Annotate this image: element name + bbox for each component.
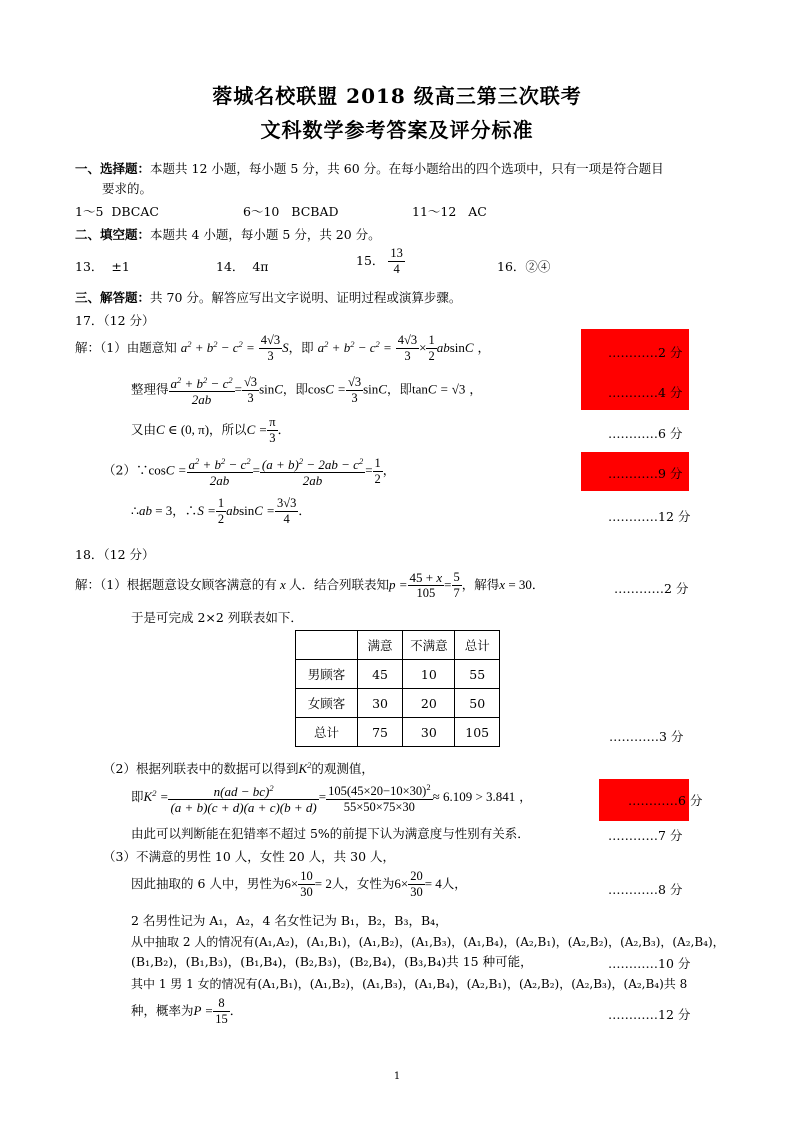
- formula: S: [282, 340, 289, 355]
- fraction: $\frac{5}{7}$: [453, 570, 460, 600]
- fraction: $\frac{√3}{3}$: [243, 374, 258, 405]
- text: 解：（1）根据题意设女顾客满意的有: [75, 577, 277, 592]
- section2-heading: 二、填空题：: [75, 227, 151, 242]
- formula: sinC: [363, 381, 387, 397]
- fraction: $\frac{a^2 + b^2 - c^2}{2ab}$: [170, 375, 233, 407]
- table-cell: 30: [357, 689, 402, 718]
- fill-answer: 4π: [252, 259, 269, 274]
- table-header-cell: 总计: [455, 631, 500, 660]
- q17-score-12: …………12 分: [608, 509, 691, 524]
- fraction: [388, 246, 405, 277]
- table-row: [296, 660, 500, 689]
- table-cell: 45: [357, 660, 402, 689]
- fraction: $\frac{√3}{3}$: [347, 374, 362, 405]
- fill-answer: ②④: [525, 259, 551, 274]
- fraction: $\frac{3√3}{4}$: [276, 496, 297, 526]
- section1-desc2: 要求的。: [102, 181, 153, 196]
- text: 人．结合列联表知: [289, 577, 390, 592]
- text: 即: [131, 789, 144, 804]
- table-row: [296, 689, 500, 718]
- q18-p5: 由此可以判断能在犯错率不超过 5%的前提下认为满意度与性别有关系．: [131, 826, 530, 841]
- q17-step3: 又由C ∈ (0, π)，所以C = $\frac{\pi}{3}$ ．: [131, 415, 291, 445]
- q18-score-8: …………8 分: [608, 882, 683, 897]
- table-header-cell: 满意: [357, 631, 402, 660]
- q18-score-12: …………12 分: [608, 1007, 691, 1022]
- formula: ab = 3: [138, 503, 173, 518]
- table-cell: 105: [455, 718, 500, 747]
- text: 人，: [441, 876, 467, 891]
- formula: = 4: [424, 876, 442, 891]
- formula: $a^2 + b^2 - c^2$ =: [317, 339, 392, 355]
- mc-range: 1～5: [75, 204, 104, 219]
- q17-score-4: …………4 分: [608, 385, 683, 400]
- fraction: $\frac{8}{15}$: [215, 996, 228, 1026]
- fill-answer-14: [216, 259, 269, 275]
- formula: absinC: [436, 340, 474, 355]
- text: 人，女性为: [331, 876, 395, 891]
- fill-no: 13．: [75, 259, 104, 274]
- formula: $K^2$ =: [143, 788, 169, 804]
- table-cell: 男顾客: [296, 660, 358, 689]
- formula: x: [276, 577, 289, 592]
- table-cell: 75: [357, 718, 402, 747]
- formula: ×: [419, 340, 427, 355]
- fraction: $\frac{a^2 + b^2 - c^2}{2ab}$: [188, 456, 251, 488]
- q18-p8: 2 名男性记为 A₁，A₂，4 名女性记为 B₁，B₂，B₃，B₄，: [131, 913, 448, 928]
- formula: C =: [246, 422, 268, 437]
- text: ，即: [386, 381, 412, 397]
- q17-step1: 解：（1）由题意知 $a^2 + b^2 - c^2$ = $\frac{4√3}{3}$ S，即 $a^2 + b^2 - c^2$ = $\frac{4√3}{3}$ × $\frac{1}{2}$ absinC ，: [75, 333, 491, 363]
- q17-header: 17．（12 分）: [75, 313, 155, 328]
- formula: p =: [389, 577, 408, 592]
- fraction: $\frac{n(ad - bc)^2}{(a + b)(c + d)(a + c)(b + d)}$: [170, 782, 317, 815]
- mc-answers-3: [412, 204, 487, 220]
- text: ∴: [131, 503, 139, 518]
- formula: ≈ 6.109 > 3.841: [432, 789, 516, 804]
- fraction: $\frac{1}{2}$: [428, 333, 435, 363]
- section2-line: [75, 227, 381, 243]
- q17-step2: 整理得 $\frac{a^2 + b^2 - c^2}{2ab}$ = $\frac{√3}{3}$ sinC，即cosC = $\frac{√3}{3}$ sinC，即tanC = √3 ，: [131, 374, 482, 407]
- fill-no: 14．: [216, 259, 245, 274]
- text: 整理得: [131, 381, 169, 397]
- formula: P =: [193, 1003, 214, 1018]
- fraction: $\frac{105(45\times 20-10\times 30)^2}{55\times 50\times 75\times 30}$: [328, 782, 431, 814]
- q17-step4: （2）∵cosC = $\frac{a^2 + b^2 - c^2}{2ab}$ = $\frac{(a + b)^2 - 2ab - c^2}{2ab}$ = $\frac{1}{2}$ ，: [103, 455, 396, 488]
- q18-p6: （3）不满意的男性 10 人，女性 20 人，共 30 人，: [103, 849, 396, 864]
- table-cell: 50: [455, 689, 500, 718]
- fill-answer-13: [75, 259, 130, 275]
- text: （2）∵: [103, 462, 149, 478]
- q17-score-2: …………2 分: [608, 345, 683, 360]
- fraction: $\frac{\pi}{3}$: [269, 415, 276, 445]
- fraction: $\frac{20}{30}$: [410, 869, 423, 899]
- q18-p1: 解：（1）根据题意设女顾客满意的有 x 人．结合列联表知p = $\frac{45 + x}{105}$ = $\frac{5}{7}$ ，解得x = 30．: [75, 570, 545, 600]
- page-number: 1: [393, 1071, 401, 1082]
- text: 因此抽取的 6 人中，男性为: [131, 876, 285, 891]
- table-header-cell: [296, 631, 358, 660]
- text: ，即: [282, 381, 308, 397]
- table-cell: 55: [455, 660, 500, 689]
- table-cell: 20: [403, 689, 455, 718]
- fill-answer-16: [497, 259, 550, 275]
- q18-p3: [103, 757, 374, 777]
- formula: $a^2 + b^2 - c^2$ =: [180, 339, 255, 355]
- frac-num: 13: [390, 246, 403, 260]
- q18-p4: 即$K^2$ = $\frac{n(ad - bc)^2}{(a + b)(c + d)(a + c)(b + d)}$ = $\frac{105(45\times 20-10\times 30)^2}{55\times 50\times 75\times 30}$ ≈ 6.109 > 3.841 ，: [131, 782, 532, 815]
- fraction: $\frac{4√3}{3}$: [260, 333, 281, 363]
- mc-range: 6～10: [243, 204, 280, 219]
- section3-line: [75, 290, 461, 306]
- mc-range: 11～12: [412, 204, 457, 219]
- text: 又由: [131, 422, 157, 437]
- formula: x = 30: [499, 577, 532, 592]
- table-cell: 30: [403, 718, 455, 747]
- fill-answer: ±1: [111, 259, 130, 274]
- mc-answers-1: [75, 204, 159, 220]
- doc-title-line2: 文科数学参考答案及评分标准: [260, 118, 534, 142]
- fill-no: 16．: [497, 259, 526, 274]
- mc-answer: BCBAD: [291, 204, 339, 219]
- formula: absinC =: [226, 503, 275, 518]
- formula: cosC =: [148, 462, 187, 478]
- formula: S =: [197, 503, 216, 518]
- section3-heading: 三、解答题：: [75, 290, 151, 305]
- text: （2）根据列联表中的数据可以得到: [103, 761, 299, 776]
- section1-desc1: 本题共 12 小题，每小题 5 分，共 60 分。在每小题给出的四个选项中，只有一项是符合题目: [150, 161, 664, 176]
- contingency-table: [295, 630, 500, 747]
- frac-den: 4: [393, 262, 400, 276]
- fraction: $\frac{45 + x}{105}$: [409, 570, 443, 600]
- text: 种，概率为: [131, 1003, 194, 1018]
- q18-score-2: …………2 分: [614, 581, 689, 596]
- table-header-cell: 不满意: [403, 631, 455, 660]
- q18-p11: 其中 1 男 1 女的情况有(A₁,B₁)，(A₁,B₂)，(A₁,B₃)，(A₁,B₄)，(A₂,B₁)，(A₂,B₂)，(A₂,B₃)，(A₂,B₄)共 8: [131, 977, 688, 991]
- formula: cosC =: [307, 381, 346, 397]
- formula: sinC: [259, 381, 283, 397]
- q17-score-9: …………9 分: [608, 466, 683, 481]
- q18-score-6: …………6 分: [628, 793, 703, 808]
- section1-heading: 一、选择题：: [75, 161, 151, 176]
- mc-answer: AC: [468, 204, 487, 219]
- doc-title-line1: 蓉城名校联盟 2018 级高三第三次联考: [212, 84, 582, 108]
- text: ，∴: [172, 503, 198, 518]
- fraction: $\frac{10}{30}$: [300, 869, 313, 899]
- section1-line1: [75, 161, 664, 177]
- q18-score-7: …………7 分: [608, 828, 683, 843]
- formula: = 2: [314, 876, 332, 891]
- text: ，所以: [209, 422, 247, 437]
- q17-step5: ∴ab = 3，∴S = $\frac{1}{2}$ absinC = $\frac{3√3}{4}$ ．: [131, 496, 311, 526]
- text: 的观测值，: [311, 761, 374, 776]
- section3-desc: 共 70 分。解答应写出文字说明、证明过程或演算步骤。: [150, 290, 462, 305]
- q18-p12: 种，概率为P = $\frac{8}{15}$ ．: [131, 996, 243, 1026]
- table-cell: 总计: [296, 718, 358, 747]
- table-header-row: [296, 631, 500, 660]
- text: ，即: [288, 340, 314, 355]
- q18-p10: (B₁,B₂)，(B₁,B₃)，(B₁,B₄)，(B₂,B₃)，(B₂,B₄)，(B₃,B₄)共 15 种可能，: [131, 954, 533, 969]
- q18-p2: 于是可完成 2×2 列联表如下．: [131, 610, 303, 625]
- fraction: $\frac{4√3}{3}$: [397, 333, 418, 363]
- q18-p9: 从中抽取 2 人的情况有(A₁,A₂)，(A₁,B₁)，(A₁,B₂)，(A₁,B₃)，(A₁,B₄)，(A₂,B₁)，(A₂,B₂)，(A₂,B₃)，(A₂,B₄)，: [131, 935, 725, 949]
- formula: 6×: [284, 876, 299, 891]
- q18-score-10: …………10 分: [608, 956, 691, 971]
- formula: tanC = √3: [411, 381, 466, 397]
- section2-desc: 本题共 4 小题，每小题 5 分，共 20 分。: [150, 227, 381, 242]
- formula: $K^2$: [298, 760, 312, 776]
- mc-answers-2: [243, 204, 339, 220]
- table-cell: 10: [403, 660, 455, 689]
- table-row: [296, 718, 500, 747]
- q18-score-3: …………3 分: [609, 729, 684, 744]
- mc-answer: DBCAC: [111, 204, 159, 219]
- table-cell: 女顾客: [296, 689, 358, 718]
- q17-score-6: …………6 分: [608, 426, 683, 441]
- formula: 6×: [394, 876, 409, 891]
- text: ，解得: [461, 577, 500, 592]
- q18-header: 18．（12 分）: [75, 547, 155, 562]
- fraction: $\frac{1}{2}$: [217, 496, 225, 526]
- text: 解：（1）由题意知: [75, 340, 177, 355]
- q18-p7: [131, 869, 467, 900]
- fraction: $\frac{1}{2}$: [374, 455, 381, 486]
- fill-answer-15: [356, 246, 405, 277]
- fraction: $\frac{(a + b)^2 - 2ab - c^2}{2ab}$: [261, 456, 364, 488]
- formula: C ∈ (0, π): [156, 422, 210, 437]
- fill-no: 15．: [356, 253, 385, 268]
